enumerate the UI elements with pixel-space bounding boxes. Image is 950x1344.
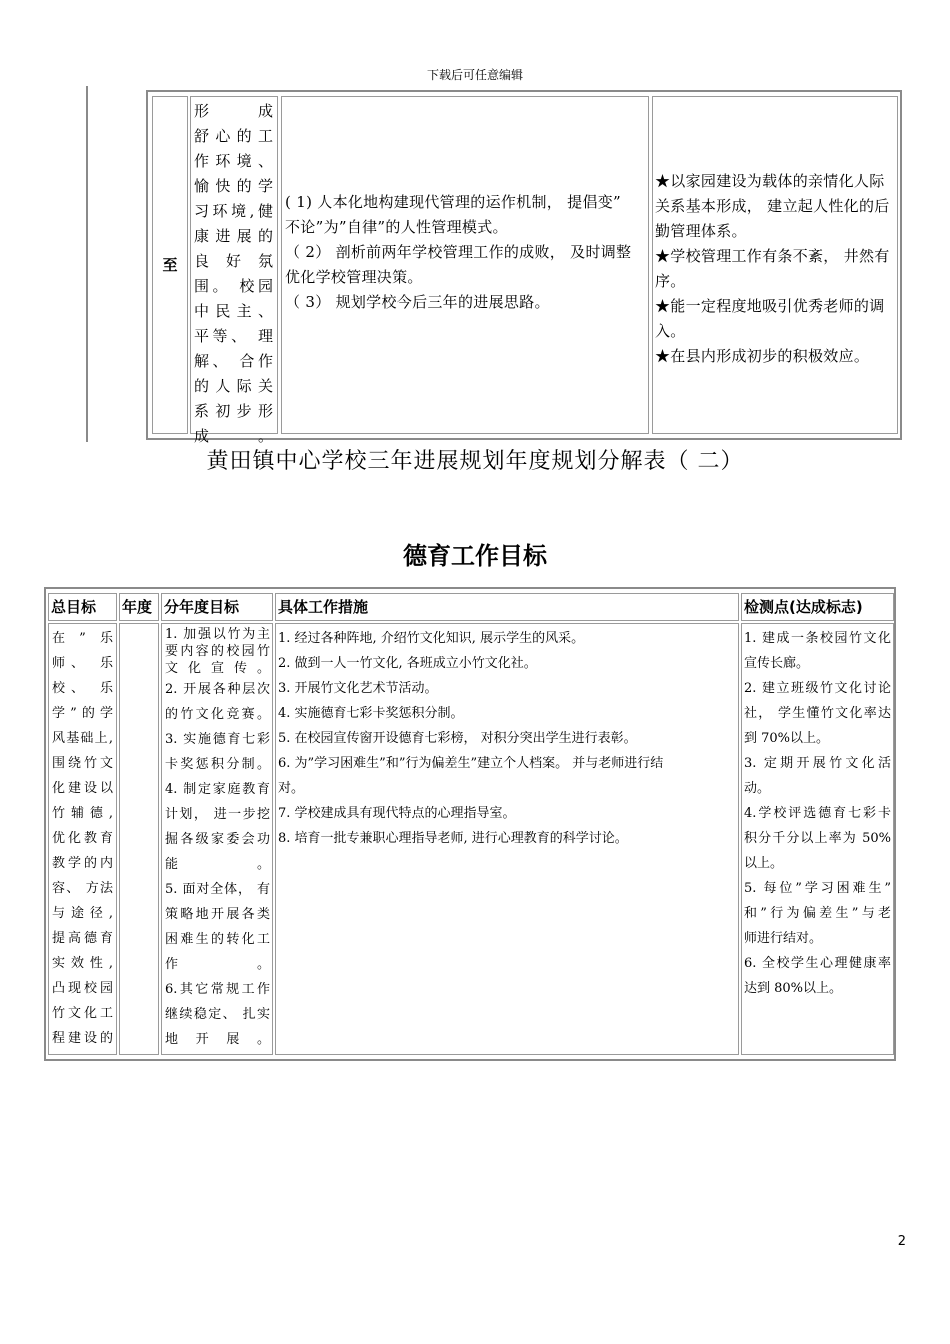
checkpoints-cell: [652, 96, 898, 434]
goal-line: 系初步形: [194, 402, 275, 420]
header-checkpoints: 检测点(达成标志): [741, 593, 894, 621]
checkpoint-line: 5. 每位”学习困难生”: [744, 881, 891, 896]
annual-goal-line: 3. 实施德育七彩: [165, 732, 270, 747]
goal-line: 与途径,: [52, 906, 114, 921]
table-title: 黄田镇中心学校三年进展规划年度规划分解表（ 二）: [206, 449, 744, 474]
checkpoint-line: 勤管理体系。: [655, 222, 747, 240]
header-measures: 具体工作措施: [275, 593, 739, 621]
annual-goal-line: 困难生的转化工: [165, 932, 270, 947]
year-cell: 至: [152, 96, 188, 434]
goal-line: 康进展的: [194, 227, 275, 245]
checkpoint-line: 宣传长廊。: [744, 656, 810, 671]
annual-goal-line: 的竹文化竞赛。: [165, 707, 270, 722]
section-title: 德育工作目标: [403, 542, 547, 570]
checkpoint-line: 关系基本形成， 建立起人性化的后: [655, 197, 890, 215]
goal-line: 愉快的学: [194, 177, 275, 195]
checkpoint-line: 序。: [655, 272, 686, 290]
continuation-table: [86, 86, 902, 446]
checkpoint-line: 社， 学生懂竹文化率达: [744, 706, 891, 721]
annual-goal-line: 策略地开展各类: [165, 907, 270, 922]
goal-line: 解、 合作: [194, 352, 275, 370]
annual-goal-line: 继续稳定、 扎实: [165, 1007, 270, 1022]
checkpoint-line: ★学校管理工作有条不紊， 井然有: [655, 247, 890, 265]
header-note: 下载后可任意编辑: [426, 68, 523, 82]
goal-line: 作环境、: [194, 152, 275, 170]
goal-line: 竹文化工: [52, 1006, 114, 1021]
year-cell: [119, 623, 159, 1055]
checkpoints-cell: [741, 623, 894, 1055]
checkpoint-line: 入。: [655, 322, 686, 340]
measures-cell: [281, 96, 649, 434]
annual-goal-line: 文化宣传。: [165, 661, 270, 676]
checkpoint-line: 3. 定期开展竹文化活: [744, 756, 891, 771]
checkpoint-line: 1. 建成一条校园竹文化: [744, 631, 891, 646]
goal-line: 风基础上,: [52, 731, 114, 746]
measure-line: （ 3） 规划学校今后三年的进展思路。: [285, 293, 550, 311]
annual-goal-line: 1. 加强以竹为主: [165, 627, 270, 642]
continuation-table-body: [146, 90, 902, 445]
measure-item: 6. 为”学习困难生”和”行为偏差生”建立个人档案。 并与老师进行结: [278, 756, 664, 771]
goal-line: 围。 校园: [194, 277, 275, 295]
annual-goal-line: 作。: [165, 957, 270, 972]
annual-goal-line: 计划， 进一步挖: [165, 807, 270, 822]
goal-line: 容、 方法: [52, 881, 114, 896]
checkpoint-line: 积分千分以上率为 50%: [744, 831, 891, 846]
goal-line: 竹辅德,: [52, 806, 114, 821]
checkpoint-line: ★能一定程度地吸引优秀老师的调: [655, 297, 885, 315]
goal-line: 形 成: [194, 102, 275, 120]
goal-line: 程建设的: [52, 1031, 114, 1046]
checkpoint-line: 达到 80%以上。: [744, 981, 843, 996]
annual-goal-line: 卡奖惩积分制。: [165, 757, 270, 772]
goal-line: 平等、 理: [194, 327, 275, 345]
goal-line: 良 好 氛: [194, 252, 275, 270]
measure-item: 7. 学校建成具有现代特点的心理指导室。: [278, 806, 516, 821]
annual-goal-line: 5. 面对全体， 有: [165, 882, 270, 897]
goal-line: 教学的内: [52, 856, 114, 871]
annual-goal-line: 能。: [165, 857, 270, 872]
checkpoint-line: 6. 全校学生心理健康率: [744, 956, 891, 971]
measure-item: 5. 在校园宣传窗开设德育七彩榜， 对积分突出学生进行表彰。: [278, 731, 637, 746]
checkpoint-line: 2. 建立班级竹文化讨论: [744, 681, 891, 696]
checkpoint-line: 动。: [744, 781, 771, 796]
measure-item: 1. 经过各种阵地, 介绍竹文化知识, 展示学生的风采。: [278, 631, 585, 646]
table-left-border: [86, 86, 88, 442]
goal-line: 的人际关: [194, 377, 275, 395]
goal-line: 习环境,健: [194, 202, 275, 220]
checkpoint-line: 师进行结对。: [744, 931, 823, 946]
measure-line: 优化学校管理决策。: [285, 268, 423, 286]
measure-item: 4. 实施德育七彩卡奖惩积分制。: [278, 706, 464, 721]
header-annual-goal: 分年度目标: [161, 593, 273, 621]
page-number: 2: [897, 1234, 906, 1249]
measure-line: 不论”为”自律”的人性管理模式。: [285, 218, 508, 236]
goal-line: 化建设以: [52, 781, 114, 796]
goal-line: 中民主、: [194, 302, 275, 320]
annual-goal-line: 要内容的校园竹: [165, 644, 270, 659]
checkpoint-line: 以上。: [744, 856, 784, 871]
checkpoint-line: 到 70%以上。: [744, 731, 830, 746]
measures-cell: [275, 623, 739, 1055]
goal-line: 凸现校园: [52, 981, 114, 996]
goal-line: 舒心的工: [194, 127, 275, 145]
goal-line: 学”的学: [52, 706, 114, 721]
header-year: 年度: [119, 593, 159, 621]
checkpoint-line: ★在县内形成初步的积极效应。: [655, 347, 870, 365]
checkpoint-line: 4.学校评选德育七彩卡: [744, 806, 891, 821]
annual-goal-cell: [161, 623, 273, 1055]
measure-line: （ 2） 剖析前两年学校管理工作的成败， 及时调整: [285, 243, 632, 261]
checkpoint-line: 和”行为偏差生”与老: [744, 906, 891, 921]
measure-line: ( 1) 人本化地构建现代管理的运作机制， 提倡变”: [285, 193, 622, 211]
goal-line: 实效性,: [52, 956, 114, 971]
measure-item: 2. 做到一人一竹文化, 各班成立小竹文化社。: [278, 656, 537, 671]
annual-goal-line: 地开展。: [165, 1032, 270, 1047]
measure-item: 对。: [278, 781, 305, 796]
goal-cell: [190, 96, 278, 445]
goal-line: 围绕竹文: [52, 756, 114, 771]
annual-goal-line: 掘各级家委会功: [165, 832, 270, 847]
annual-goal-line: 6.其它常规工作: [165, 982, 270, 997]
goal-line: 提高德育: [52, 931, 114, 946]
checkpoint-line: ★以家园建设为载体的亲情化人际: [655, 172, 885, 190]
total-goal-cell: [48, 623, 117, 1055]
goal-line: 优化教育: [52, 831, 114, 846]
header-total-goal: 总目标: [48, 593, 117, 621]
annual-goal-line: 2. 开展各种层次: [165, 682, 270, 697]
annual-goal-line: 4. 制定家庭教育: [165, 782, 270, 797]
goal-line: 成。: [194, 427, 275, 445]
goal-line: 在”乐: [52, 631, 114, 646]
goal-line: 校、 乐: [52, 681, 114, 696]
moral-education-table: [44, 587, 896, 1061]
measure-item: 8. 培育一批专兼职心理指导老师, 进行心理教育的科学讨论。: [278, 831, 628, 846]
measure-item: 3. 开展竹文化艺术节活动。: [278, 681, 438, 696]
goal-line: 师、 乐: [52, 656, 114, 671]
